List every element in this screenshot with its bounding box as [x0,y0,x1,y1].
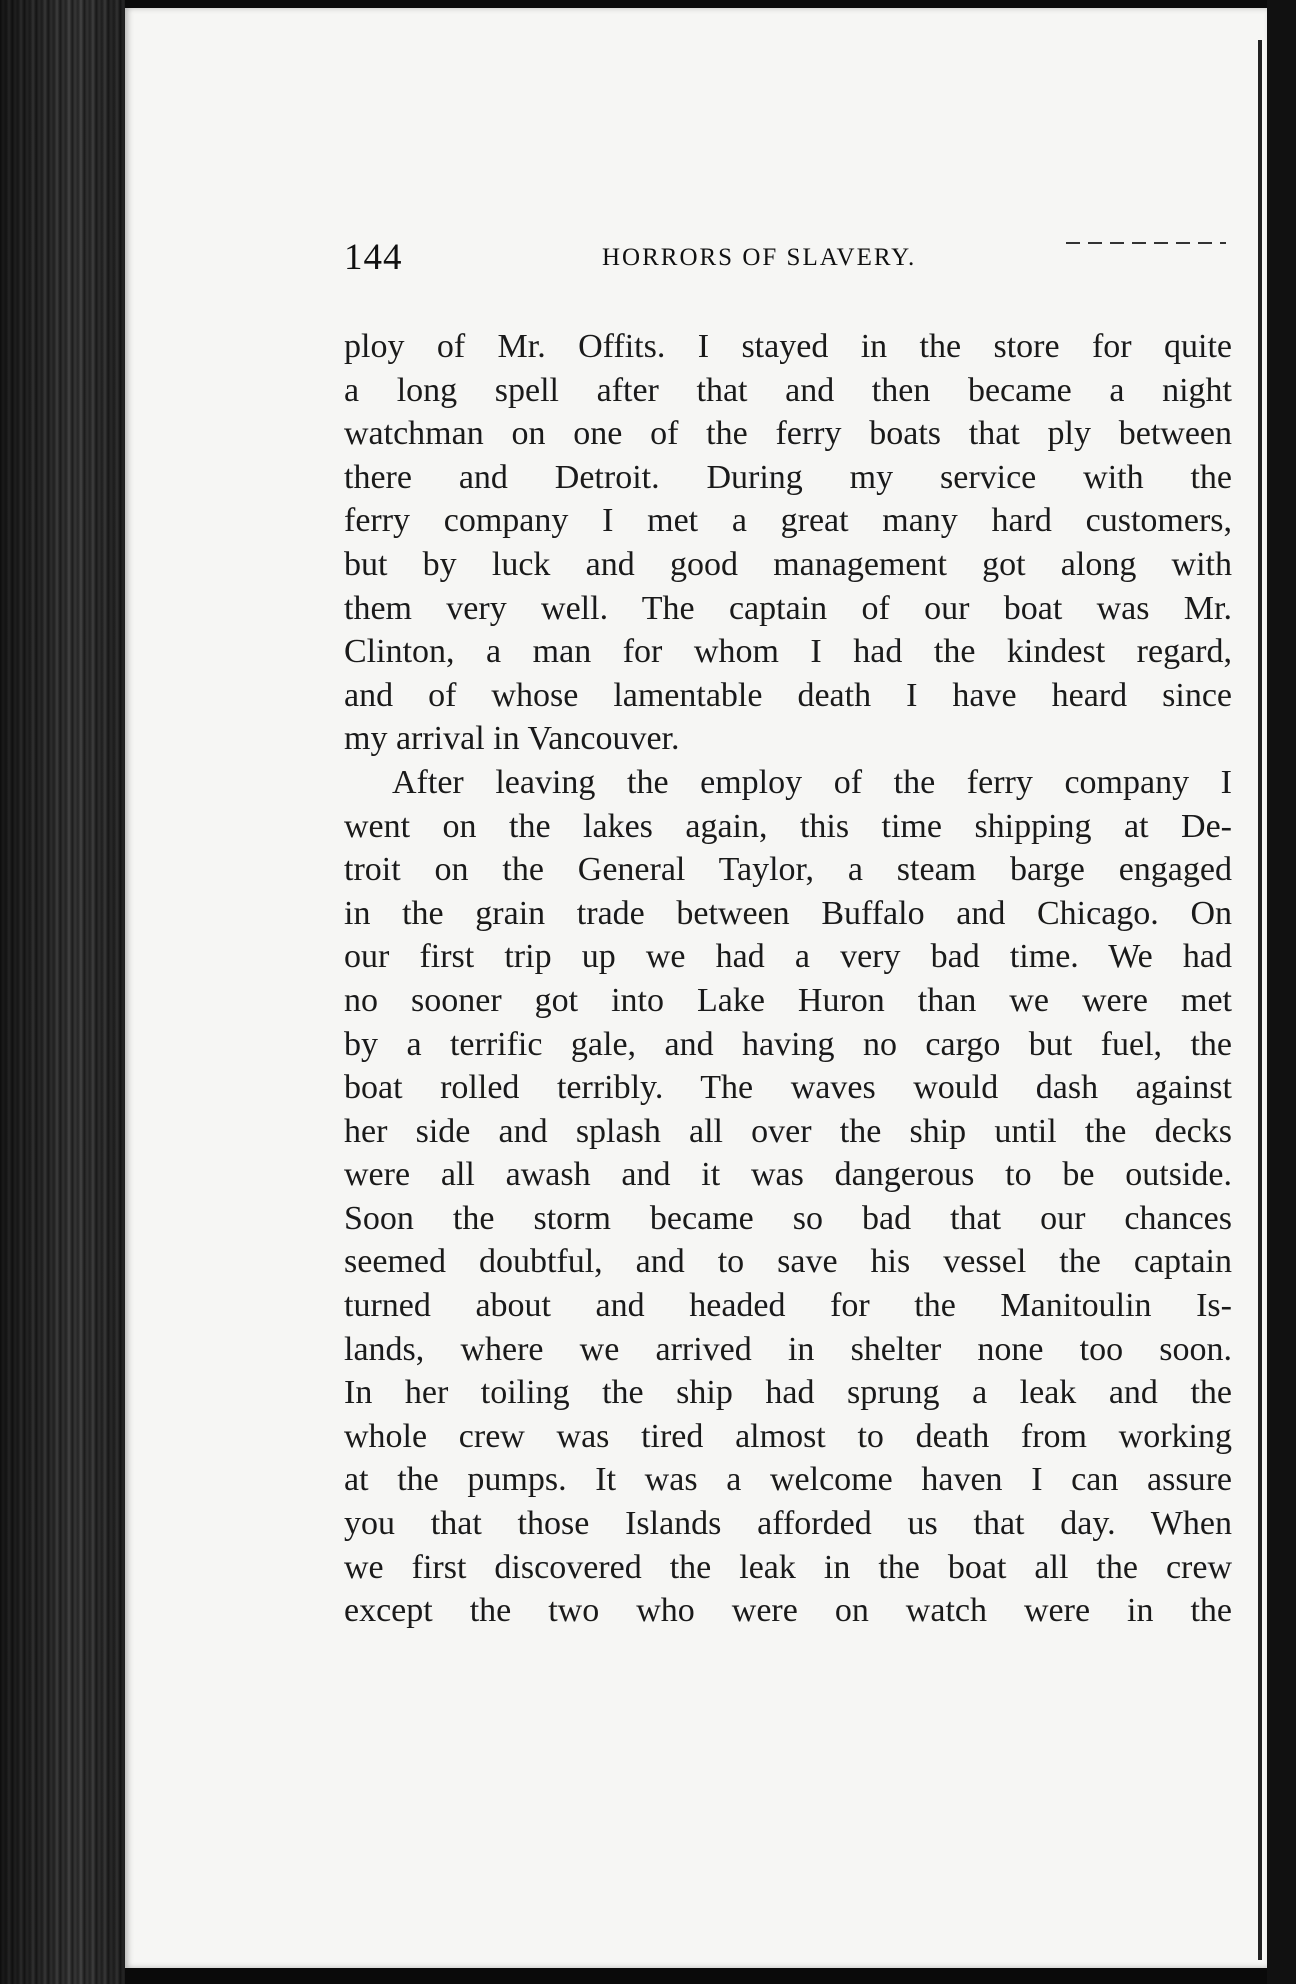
text-line: troit on the General Taylor, a steam barge engaged [344,851,1232,889]
text-line: but by luck and good management got along with [344,545,1232,583]
text-line: by a terrific gale, and having no cargo but fuel, the [344,1025,1232,1063]
text-line: her side and splash all over the ship until the decks [344,1112,1232,1150]
text-line: a long spell after that and then became a night [344,371,1232,409]
text-line: seemed doubtful, and to save his vessel the captain [344,1243,1232,1281]
page-right-rule [1258,40,1262,1960]
running-head [344,236,1244,286]
page-number: 144 [344,237,403,278]
text-line: there and Detroit. During my service with the [344,458,1232,496]
text-line: you that those Islands afforded us that day. When [344,1505,1232,1543]
text-line: were all awash and it was dangerous to be outside. [344,1156,1232,1194]
text-line: Soon the storm became so bad that our chances [344,1199,1232,1237]
text-line: turned about and headed for the Manitoulin Is- [344,1287,1232,1325]
text-line: went on the lakes again, this time shipping at De- [344,807,1232,845]
running-title: HORRORS OF SLAVERY. [602,244,917,271]
text-line: watchman on one of the ferry boats that ply between [344,415,1232,453]
text-line: lands, where we arrived in shelter none too soon. [344,1330,1232,1368]
spine-shadow [0,0,125,1984]
header-rule [1066,242,1226,244]
text-line: our first trip up we had a very bad time. We had [344,938,1232,976]
text-line: Clinton, a man for whom I had the kindest regard, [344,633,1232,671]
text-line: boat rolled terribly. The waves would dash against [344,1069,1232,1107]
text-line: and of whose lamentable death I have heard since [344,676,1232,714]
page-right-border [1267,0,1296,1984]
text-line: ferry company I met a great many hard customers, [344,502,1232,540]
text-line: in the grain trade between Buffalo and Chicago. On [344,894,1232,932]
body-text [344,325,1232,1633]
text-line: at the pumps. It was a welcome haven I can assure [344,1461,1232,1499]
text-line: my arrival in Vancouver. [344,720,680,758]
text-line: them very well. The captain of our boat was Mr. [344,589,1232,627]
text-line: except the two who were on watch were in the [344,1592,1232,1630]
text-line: we first discovered the leak in the boat all the crew [344,1548,1232,1586]
text-line-paragraph-start: After leaving the employ of the ferry company I [392,763,1232,801]
text-line: whole crew was tired almost to death from working [344,1417,1232,1455]
text-line: no sooner got into Lake Huron than we were met [344,981,1232,1019]
text-line: In her toiling the ship had sprung a leak and the [344,1374,1232,1412]
text-line: ploy of Mr. Offits. I stayed in the store for quite [344,328,1232,365]
